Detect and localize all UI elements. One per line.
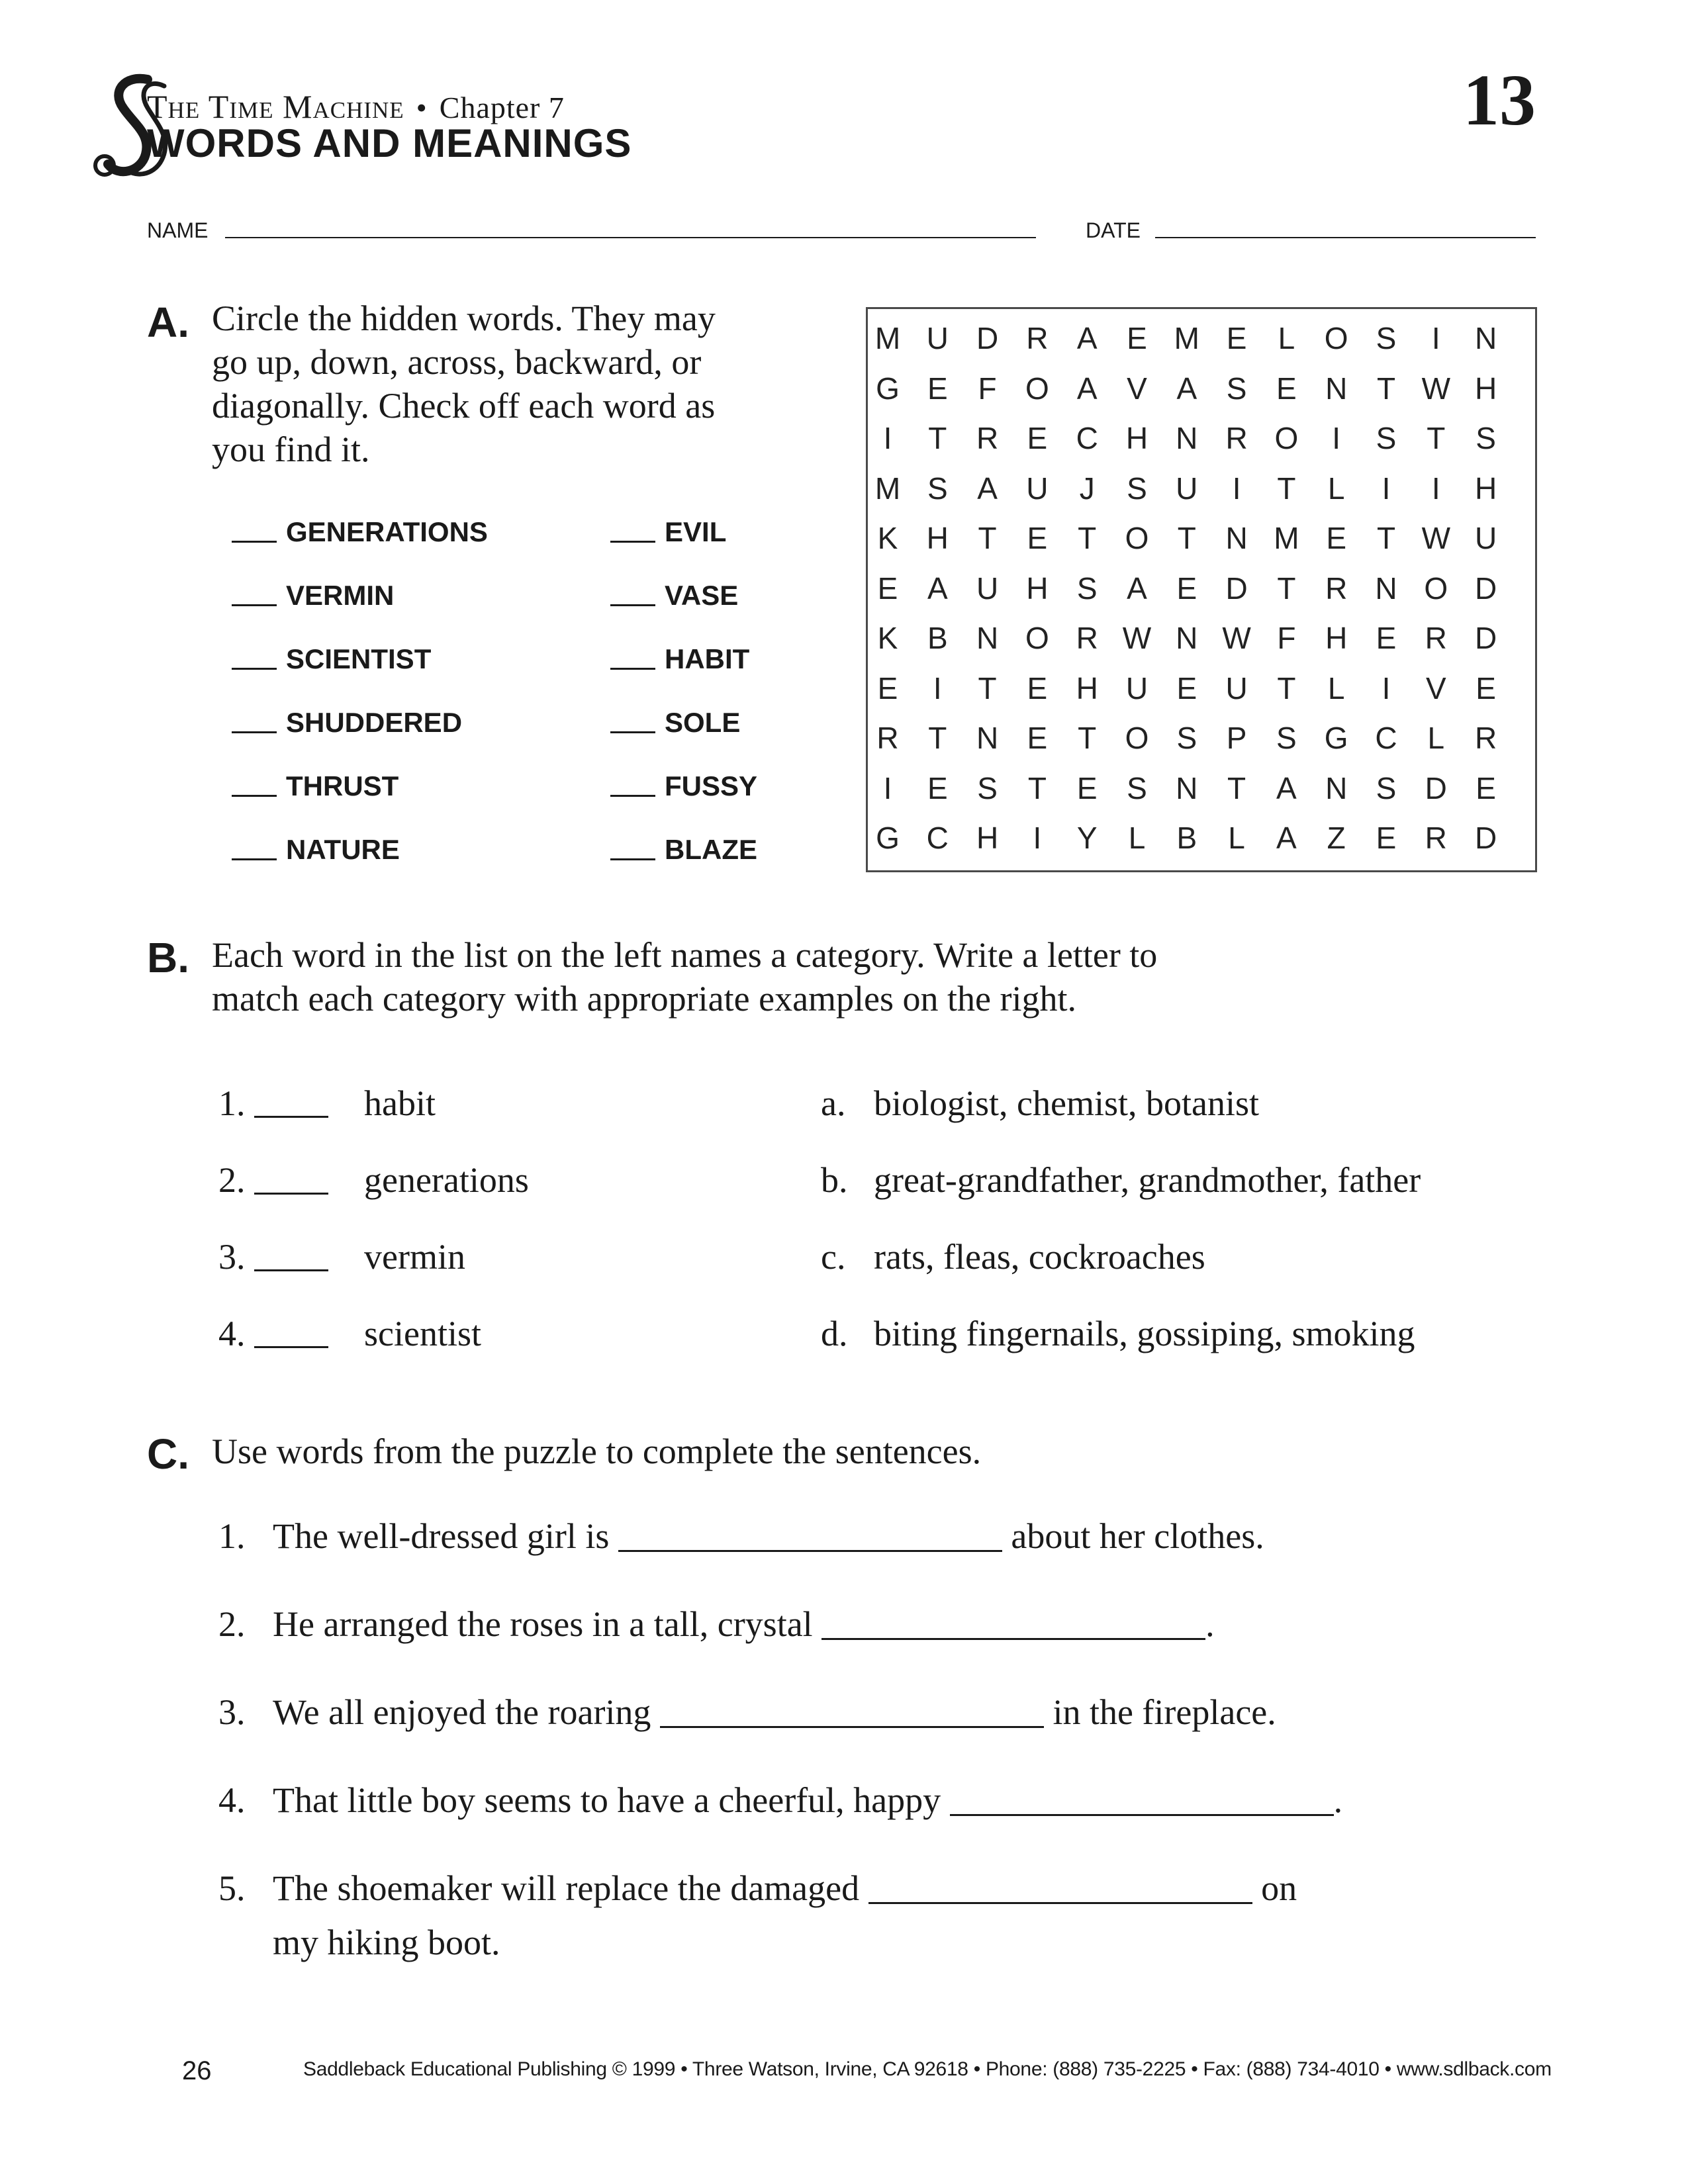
item-number: 1. [218, 1083, 246, 1123]
option-letter: a. [821, 1083, 846, 1123]
puzzle-letter[interactable]: U [1474, 521, 1497, 555]
puzzle-letter[interactable]: I [883, 770, 892, 805]
item-number: 3. [218, 1692, 246, 1732]
puzzle-row [868, 418, 1539, 458]
puzzle-letter[interactable]: E [1127, 321, 1147, 355]
word-label: EVIL [665, 516, 727, 547]
puzzle-letter[interactable]: H [1076, 670, 1098, 705]
date-field[interactable] [1155, 237, 1536, 238]
puzzle-letter[interactable]: I [1382, 670, 1391, 705]
sentence-before: The well-dressed girl is [273, 1516, 610, 1556]
puzzle-letter[interactable]: M [1274, 521, 1299, 555]
sentence-before: That little boy seems to have a cheerful, happy [273, 1780, 941, 1820]
puzzle-letter[interactable]: R [876, 721, 899, 755]
puzzle-letter[interactable]: E [1076, 770, 1098, 805]
book-title: The Time Machine [147, 88, 404, 125]
name-label: NAME [147, 218, 209, 242]
puzzle-letter[interactable]: E [927, 770, 948, 805]
option-text: biologist, chemist, botanist [874, 1083, 1259, 1123]
puzzle-letter[interactable]: H [926, 521, 949, 555]
puzzle-row [868, 569, 1539, 608]
puzzle-letter[interactable]: I [883, 421, 892, 455]
check-blank[interactable] [610, 521, 655, 543]
section-c-letter: C. [147, 1430, 189, 1478]
puzzle-letter[interactable]: S [1127, 770, 1147, 805]
category-item [218, 1313, 481, 1354]
word-list-item[interactable] [610, 516, 726, 548]
puzzle-row [868, 818, 1539, 858]
sentence-after: . [1205, 1604, 1215, 1644]
puzzle-letter[interactable]: U [1125, 670, 1149, 705]
item-number: 4. [218, 1314, 246, 1353]
instruction-line: Each word in the list on the left names a category. Write a letter to [212, 935, 1158, 975]
puzzle-letter[interactable]: T [1177, 521, 1196, 555]
puzzle-letter[interactable]: N [1474, 321, 1497, 355]
puzzle-letter[interactable]: O [1125, 721, 1149, 755]
chapter-label: Chapter 7 [439, 91, 565, 124]
sentence-item [218, 1604, 1215, 1645]
word-list-item[interactable] [232, 834, 400, 866]
puzzle-letter[interactable]: T [928, 721, 947, 755]
puzzle-letter[interactable]: O [1424, 570, 1448, 606]
puzzle-letter[interactable]: E [1376, 821, 1397, 855]
page-number: 26 [182, 2056, 212, 2085]
puzzle-letter[interactable]: E [1476, 670, 1496, 705]
answer-blank[interactable] [660, 1700, 1044, 1728]
puzzle-letter[interactable]: O [1025, 371, 1049, 406]
puzzle-row [868, 718, 1539, 758]
puzzle-letter[interactable]: N [1176, 421, 1198, 455]
section-a-letter: A. [147, 298, 189, 346]
puzzle-letter[interactable]: G [876, 821, 900, 855]
publisher-credits: Saddleback Educational Publishing © 1999 • Three Watson, Irvine, CA 92618 • Phone: (888) 735-2225 • Fax: (888) 734-4010 • www.sdlback.com [303, 2058, 1552, 2080]
puzzle-letter[interactable]: N [1225, 521, 1248, 555]
puzzle-letter[interactable]: A [1127, 570, 1147, 606]
puzzle-letter[interactable]: R [1225, 421, 1248, 455]
item-number: 5. [218, 1868, 246, 1908]
puzzle-letter[interactable]: U [1225, 670, 1248, 705]
puzzle-letter[interactable]: D [976, 321, 999, 355]
puzzle-letter[interactable]: L [1327, 670, 1345, 705]
example-item [821, 1083, 1259, 1124]
puzzle-row [868, 668, 1539, 708]
puzzle-letter[interactable]: O [1125, 521, 1149, 555]
puzzle-letter[interactable]: S [1376, 770, 1397, 805]
puzzle-letter[interactable]: N [1176, 621, 1198, 655]
sentence-item [218, 1780, 1343, 1821]
puzzle-letter[interactable]: T [1277, 670, 1296, 705]
check-blank[interactable] [610, 775, 655, 797]
puzzle-letter[interactable]: U [926, 321, 949, 355]
word-list-item[interactable] [610, 770, 757, 802]
sentence-before: We all enjoyed the roaring [273, 1692, 651, 1732]
item-number: 1. [218, 1516, 246, 1556]
word-label: GENERATIONS [286, 516, 488, 547]
puzzle-letter[interactable]: I [933, 670, 942, 705]
puzzle-letter[interactable]: I [1332, 421, 1341, 455]
check-blank[interactable] [610, 839, 655, 860]
sentence-item [218, 1868, 1297, 1962]
word-list-item[interactable] [232, 516, 488, 548]
word-label: BLAZE [665, 834, 757, 865]
puzzle-letter[interactable]: H [1474, 371, 1497, 406]
puzzle-letter[interactable]: T [1277, 570, 1296, 606]
puzzle-letter[interactable]: T [1376, 521, 1396, 555]
puzzle-letter[interactable]: R [1026, 321, 1049, 355]
category-item [218, 1236, 465, 1277]
puzzle-letter[interactable]: S [1176, 721, 1197, 755]
word-list-item[interactable] [232, 707, 462, 739]
puzzle-letter[interactable]: N [1375, 570, 1397, 606]
puzzle-letter[interactable]: L [1327, 471, 1345, 506]
word-list-item[interactable] [610, 834, 757, 866]
puzzle-letter[interactable]: N [1325, 371, 1348, 406]
sentence-before: The shoemaker will replace the damaged [273, 1868, 860, 1908]
puzzle-letter[interactable]: E [1326, 521, 1347, 555]
puzzle-letter[interactable]: N [1325, 770, 1348, 805]
puzzle-letter[interactable]: A [1076, 321, 1098, 355]
option-text: biting fingernails, gossiping, smoking [874, 1314, 1415, 1353]
puzzle-letter[interactable]: T [1027, 770, 1047, 805]
check-blank[interactable] [232, 648, 277, 670]
puzzle-letter[interactable]: E [1276, 371, 1297, 406]
word-label: NATURE [286, 834, 400, 865]
answer-blank[interactable] [868, 1876, 1252, 1904]
section-c-instructions: Use words from the puzzle to complete the sentences. [212, 1432, 982, 1471]
puzzle-letter[interactable]: O [1274, 421, 1299, 455]
puzzle-letter[interactable]: B [927, 621, 948, 655]
puzzle-letter[interactable]: W [1421, 371, 1450, 406]
puzzle-letter[interactable]: S [1276, 721, 1297, 755]
example-item [821, 1160, 1421, 1201]
puzzle-letter[interactable]: I [1232, 471, 1241, 506]
puzzle-letter[interactable]: T [978, 670, 997, 705]
option-letter: c. [821, 1237, 846, 1277]
puzzle-row [868, 318, 1539, 358]
section-b-letter: B. [147, 934, 189, 981]
puzzle-letter[interactable]: S [1476, 421, 1496, 455]
puzzle-letter[interactable]: G [876, 371, 900, 406]
sentence-item [218, 1516, 1264, 1557]
puzzle-letter[interactable]: O [1324, 321, 1348, 355]
category-word: habit [364, 1083, 436, 1123]
category-word: scientist [364, 1314, 481, 1353]
answer-blank[interactable] [254, 1320, 328, 1348]
example-item [821, 1313, 1415, 1354]
puzzle-letter[interactable]: N [976, 721, 999, 755]
answer-blank[interactable] [254, 1089, 328, 1118]
puzzle-letter[interactable]: T [1277, 471, 1296, 506]
puzzle-letter[interactable]: E [1476, 770, 1496, 805]
answer-blank[interactable] [618, 1524, 1002, 1552]
puzzle-letter[interactable]: H [1325, 621, 1348, 655]
puzzle-letter[interactable]: A [977, 471, 998, 506]
puzzle-letter[interactable]: E [1027, 721, 1048, 755]
puzzle-letter[interactable]: E [1176, 570, 1197, 606]
worksheet-title: WORDS AND MEANINGS [147, 121, 632, 165]
instruction-line: go up, down, across, backward, or [212, 342, 702, 382]
instruction-line: Circle the hidden words. They may [212, 298, 716, 338]
puzzle-letter[interactable]: S [1376, 421, 1397, 455]
puzzle-letter[interactable]: T [1078, 721, 1097, 755]
puzzle-letter[interactable]: A [1176, 371, 1197, 406]
puzzle-letter[interactable]: W [1421, 521, 1450, 555]
puzzle-letter[interactable]: E [877, 670, 898, 705]
puzzle-letter[interactable]: R [976, 421, 999, 455]
puzzle-letter[interactable]: E [1226, 321, 1247, 355]
puzzle-letter[interactable]: T [1376, 371, 1396, 406]
puzzle-letter[interactable]: W [1222, 621, 1251, 655]
puzzle-letter[interactable]: H [1026, 570, 1049, 606]
puzzle-row [868, 469, 1539, 508]
puzzle-letter[interactable]: E [1176, 670, 1197, 705]
category-item [218, 1160, 529, 1201]
word-label: THRUST [286, 770, 399, 801]
puzzle-letter[interactable]: C [1076, 421, 1098, 455]
puzzle-letter[interactable]: D [1474, 621, 1497, 655]
sentence-item [218, 1692, 1276, 1733]
sentence-after: in the fireplace. [1053, 1692, 1276, 1732]
option-letter: b. [821, 1160, 848, 1200]
title-separator: • [416, 91, 428, 124]
category-item [218, 1083, 436, 1124]
puzzle-letter[interactable]: E [1027, 670, 1048, 705]
puzzle-letter[interactable]: S [1127, 471, 1147, 506]
puzzle-letter[interactable]: O [1025, 621, 1049, 655]
check-blank[interactable] [610, 584, 655, 606]
puzzle-letter[interactable]: F [1277, 621, 1296, 655]
puzzle-letter[interactable]: D [1474, 821, 1497, 855]
puzzle-letter[interactable]: I [1382, 471, 1391, 506]
puzzle-letter[interactable]: E [877, 570, 898, 606]
puzzle-letter[interactable]: R [1325, 570, 1348, 606]
item-number: 4. [218, 1780, 246, 1820]
puzzle-letter[interactable]: Y [1076, 821, 1098, 855]
puzzle-row [868, 768, 1539, 808]
word-label: VASE [665, 580, 739, 611]
puzzle-letter[interactable]: M [1174, 321, 1199, 355]
puzzle-letter[interactable]: K [877, 521, 898, 555]
word-label: VERMIN [286, 580, 395, 611]
puzzle-letter[interactable]: D [1425, 770, 1447, 805]
puzzle-letter[interactable]: A [927, 570, 948, 606]
puzzle-letter[interactable]: R [1425, 821, 1447, 855]
puzzle-letter[interactable]: L [1278, 321, 1295, 355]
word-list-item[interactable] [232, 643, 431, 675]
puzzle-letter[interactable]: E [927, 371, 948, 406]
puzzle-letter[interactable]: H [1474, 471, 1497, 506]
puzzle-letter[interactable]: A [1076, 371, 1098, 406]
option-text: rats, fleas, cockroaches [874, 1237, 1205, 1277]
section-b-instructions [212, 933, 1157, 1021]
word-label: SHUDDERED [286, 707, 463, 738]
puzzle-letter[interactable]: T [1227, 770, 1246, 805]
puzzle-letter[interactable]: R [1425, 621, 1447, 655]
puzzle-letter[interactable]: L [1427, 721, 1445, 755]
puzzle-letter[interactable]: D [1474, 570, 1497, 606]
word-list-item[interactable] [232, 770, 399, 802]
puzzle-letter[interactable]: S [1376, 321, 1397, 355]
puzzle-letter[interactable]: A [1276, 770, 1297, 805]
puzzle-letter[interactable]: S [1076, 570, 1098, 606]
puzzle-letter[interactable]: Z [1327, 821, 1346, 855]
word-label: SOLE [665, 707, 741, 738]
check-blank[interactable] [232, 521, 277, 543]
word-list-item[interactable] [610, 707, 740, 739]
puzzle-letter[interactable]: U [1026, 471, 1049, 506]
puzzle-letter[interactable]: M [874, 321, 901, 355]
puzzle-letter[interactable]: P [1226, 721, 1247, 755]
puzzle-letter[interactable]: I [1431, 321, 1440, 355]
sentence-after: about her clothes. [1011, 1516, 1264, 1556]
puzzle-letter[interactable]: A [1276, 821, 1297, 855]
check-blank[interactable] [232, 584, 277, 606]
answer-blank[interactable] [254, 1166, 328, 1195]
word-label: HABIT [665, 643, 750, 674]
puzzle-letter[interactable]: B [1176, 821, 1197, 855]
option-text: great-grandfather, grandmother, father [874, 1160, 1421, 1200]
puzzle-letter[interactable]: C [1375, 721, 1397, 755]
puzzle-letter[interactable]: K [877, 621, 898, 655]
example-item [821, 1236, 1205, 1277]
answer-blank[interactable] [821, 1612, 1205, 1640]
puzzle-letter[interactable]: L [1228, 821, 1245, 855]
puzzle-letter[interactable]: T [1078, 521, 1097, 555]
puzzle-letter[interactable]: U [1176, 471, 1198, 506]
puzzle-letter[interactable]: S [977, 770, 998, 805]
puzzle-letter[interactable]: N [976, 621, 999, 655]
word-label: FUSSY [665, 770, 758, 801]
sentence-before: He arranged the roses in a tall, crystal [273, 1604, 813, 1644]
instruction-line: you find it. [212, 430, 370, 469]
puzzle-letter[interactable]: J [1079, 471, 1095, 506]
puzzle-letter[interactable]: D [1225, 570, 1248, 606]
puzzle-letter[interactable]: T [928, 421, 947, 455]
sentence-after: on [1261, 1868, 1297, 1908]
check-blank[interactable] [232, 711, 277, 733]
puzzle-letter[interactable]: N [1176, 770, 1198, 805]
puzzle-row [868, 369, 1539, 408]
puzzle-letter[interactable]: G [1324, 721, 1348, 755]
puzzle-letter[interactable]: M [874, 471, 901, 506]
check-blank[interactable] [232, 775, 277, 797]
item-number: 3. [218, 1237, 246, 1277]
puzzle-letter[interactable]: H [976, 821, 999, 855]
instruction-line: diagonally. Check off each word as [212, 386, 716, 426]
puzzle-letter[interactable]: V [1425, 670, 1446, 705]
sentence-continuation: my hiking boot. [273, 1923, 500, 1962]
name-field[interactable] [225, 237, 1036, 238]
puzzle-letter[interactable]: H [1125, 421, 1149, 455]
puzzle-letter[interactable]: E [1027, 521, 1048, 555]
check-blank[interactable] [232, 839, 277, 860]
date-label: DATE [1086, 218, 1141, 242]
word-list-item[interactable] [232, 580, 394, 612]
puzzle-letter[interactable]: I [1431, 471, 1440, 506]
item-number: 2. [218, 1604, 246, 1644]
instruction-line: match each category with appropriate examples on the right. [212, 979, 1076, 1019]
puzzle-letter[interactable]: T [978, 521, 997, 555]
puzzle-row [868, 518, 1539, 558]
category-word: generations [364, 1160, 529, 1200]
puzzle-letter[interactable]: E [1376, 621, 1397, 655]
puzzle-letter[interactable]: W [1122, 621, 1152, 655]
puzzle-row [868, 618, 1539, 658]
sentence-after: . [1333, 1780, 1343, 1820]
puzzle-letter[interactable]: V [1127, 371, 1147, 406]
word-label: SCIENTIST [286, 643, 432, 674]
puzzle-letter[interactable]: C [926, 821, 949, 855]
option-letter: d. [821, 1314, 848, 1353]
puzzle-letter[interactable]: T [1427, 421, 1446, 455]
word-search-puzzle[interactable] [866, 307, 1537, 872]
answer-blank[interactable] [254, 1243, 328, 1271]
check-blank[interactable] [610, 711, 655, 733]
puzzle-letter[interactable]: E [1027, 421, 1048, 455]
answer-blank[interactable] [950, 1788, 1334, 1816]
worksheet-number: 13 [1463, 60, 1536, 140]
category-word: vermin [364, 1237, 465, 1277]
puzzle-letter[interactable]: S [1226, 371, 1247, 406]
word-list-item[interactable] [610, 580, 738, 612]
puzzle-letter[interactable]: I [1033, 821, 1042, 855]
puzzle-letter[interactable]: L [1128, 821, 1146, 855]
puzzle-letter[interactable]: R [1076, 621, 1098, 655]
check-blank[interactable] [610, 648, 655, 670]
puzzle-letter[interactable]: S [927, 471, 948, 506]
puzzle-letter[interactable]: R [1474, 721, 1497, 755]
word-list-item[interactable] [610, 643, 749, 675]
section-a-instructions [212, 296, 716, 471]
puzzle-letter[interactable]: U [976, 570, 999, 606]
puzzle-letter[interactable]: F [978, 371, 997, 406]
item-number: 2. [218, 1160, 246, 1200]
